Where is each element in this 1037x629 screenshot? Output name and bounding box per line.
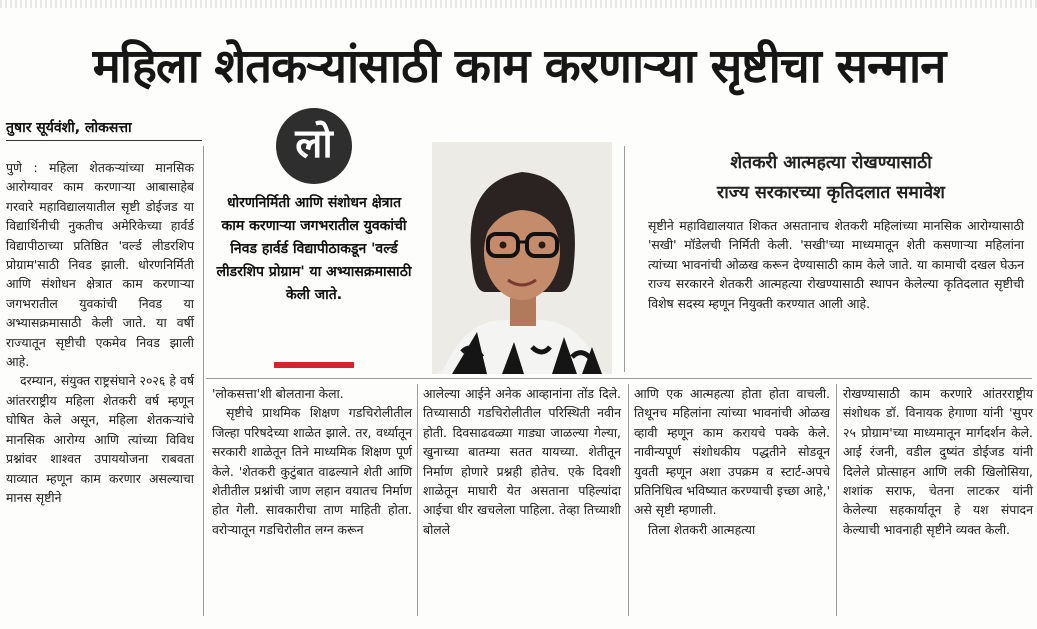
column-1-paragraph-2: दरम्यान, संयुक्त राष्ट्रसंघाने २०२६ हे वर्ष आंतरराष्ट्रीय महिला शेतकरी वर्ष म्हणून घोषित केले असून, महिला शेतकऱ्यांचे मानसिक आरोग्य आणि त्यांच्या विविध प्रश्नांवर शाश्वत उपाययोजना राबवता याव्यात म्हणून काम करणार असल्याचा मानस सृष्टीने [6, 373, 194, 505]
article-column-2 [212, 384, 412, 539]
loksatta-logo: लो [276, 108, 352, 184]
column-1-paragraph-1: पुणे : महिला शेतकऱ्यांच्या मानसिक आरोग्यावर काम करणाऱ्या आबासाहेब गरवारे महाविद्यालयातील सृष्टी डोईजड या विद्यार्थिनीची नुकतीच अमेरिकेच्या हार्वर्ड विद्यापीठाच्या प्रतिष्ठित 'वर्ल्ड लीडरशिप प्रोग्राम'साठी निवड झाली. धोरणनिर्मिती आणि संशोधन क्षेत्रात काम करणाऱ्या जगभरातील युवकांची निवड या अभ्यासक्रमासाठी केली जाते. या वर्षी राज्यातून सृष्टीची एकमेव निवड झाली आहे. [6, 160, 194, 370]
article-column-1 [6, 158, 194, 507]
section-divider [206, 378, 1032, 379]
headline: महिला शेतकऱ्यांसाठी काम करणाऱ्या सृष्टीचा सन्मान [92, 39, 946, 94]
column-2-line-1: 'लोकसत्ता'शी बोलताना केला. [212, 386, 344, 401]
column-4-paragraph: आणि एक आत्महत्या होता होता वाचली. तिथूनच महिलांना त्यांच्या भावनांची ओळख व्हावी म्हणून काम करायचे पक्के केले. नावीन्यपूर्ण संशोधकीय पद्धतीने सोडवून युवती म्हणून अशा उपक्रम व स्टार्ट-अपचे प्रतिनिधित्व भविष्यात करण्याची इच्छा आहे,' असे सृष्टी म्हणाली. [634, 386, 830, 518]
column-4-tail: तिला शेतकरी आत्महत्या [648, 521, 756, 537]
subhead-line-1: शेतकरी आत्महत्या रोखण्यासाठी [730, 153, 932, 173]
column-divider [417, 384, 418, 616]
article-column-5 [843, 384, 1033, 539]
column-divider [624, 146, 625, 372]
subhead-line-2: राज्य सरकारच्या कृतिदलात समावेश [717, 183, 945, 203]
column-divider [628, 384, 629, 616]
article-column-4 [634, 384, 830, 539]
logo-tail-icon [314, 160, 332, 176]
byline: तुषार सूर्यवंशी, लोकसत्ता [6, 118, 202, 141]
column-divider [203, 146, 204, 616]
subhead-body: सृष्टीने महाविद्यालयात शिकत असतानाच शेतकरी महिलांच्या मानसिक आरोग्यासाठी 'सखी' मॉडेलची निर्मिती केली. 'सखी'च्या माध्यमातून शेती कसणाऱ्या महिलांना त्यांच्या भावनांची ओळख करून देण्यासाठी काम केले जाते. या कामाची दखल घेऊन राज्य सरकारने शेतकरी आत्महत्या रोखण्यासाठी स्थापन केलेल्या कृतिदलात सृष्टीची विशेष सदस्य म्हणून नियुक्ती करण्यात आली आहे. [648, 218, 1024, 311]
pull-quote: धोरणनिर्मिती आणि संशोधन क्षेत्रात काम करणाऱ्या जगभरातील युवकांची निवड हार्वर्ड विद्यापीठाकडून 'वर्ल्ड लीडरशिप प्रोग्राम' या अभ्यासक्रमासाठी केली जाते. [216, 195, 412, 303]
subhead [636, 148, 1026, 208]
page-top-strip [0, 0, 1037, 8]
column-divider [836, 384, 837, 616]
column-5-paragraph: रोखण्यासाठी काम करणारे आंतरराष्ट्रीय संशोधक डॉ. विनायक हेगाणा यांनी 'सुपर २५ प्रोग्राम'च्या माध्यमातून मार्गदर्शन केले. आई रंजनी, वडील दुष्यंत डोईजड यांनी दिलेले प्रोत्साहन आणि लकी खिलोसिया, शशांक सराफ, चेतना लाटकर यांनी केलेल्या सहकार्यातून हे यश संपादन केल्याची भावनाही सृष्टीने व्यक्त केली. [843, 386, 1033, 537]
portrait-illustration [432, 142, 612, 374]
portrait-photo [432, 142, 612, 374]
pull-quote-red-bar [274, 362, 354, 368]
article-column-3 [423, 384, 621, 539]
column-2-paragraph: सृष्टीचे प्राथमिक शिक्षण गडचिरोलीतील जिल्हा परिषदेच्या शाळेत झाले. तर, वर्ध्यातून सरकारी शाळेतून तिने माध्यमिक शिक्षण पूर्ण केले. 'शेतकरी कुटुंबात वाढल्याने शेती आणि शेतीतील प्रश्नांची जाण लहान वयातच निर्माण होत गेली. सावकारीचा ताण माहिती होता. वरोऱ्यातून गडचिरोलीत लग्न करून [212, 405, 412, 537]
column-3-paragraph: आलेल्या आईने अनेक आव्हानांना तोंड दिले. तिच्यासाठी गडचिरोलीतील परिस्थिती नवीन होती. दिवसाढवळ्या गाड्या जाळल्या गेल्या, खुनाच्या बातम्या सतत यायच्या. शेतीतून निर्माण होणारे प्रश्नही होतेच. एके दिवशी शाळेतून माघारी येत असताना पहिल्यांदा आईचा धीर खचलेला पाहिला. तेव्हा तिच्याशी बोलले [423, 386, 621, 537]
